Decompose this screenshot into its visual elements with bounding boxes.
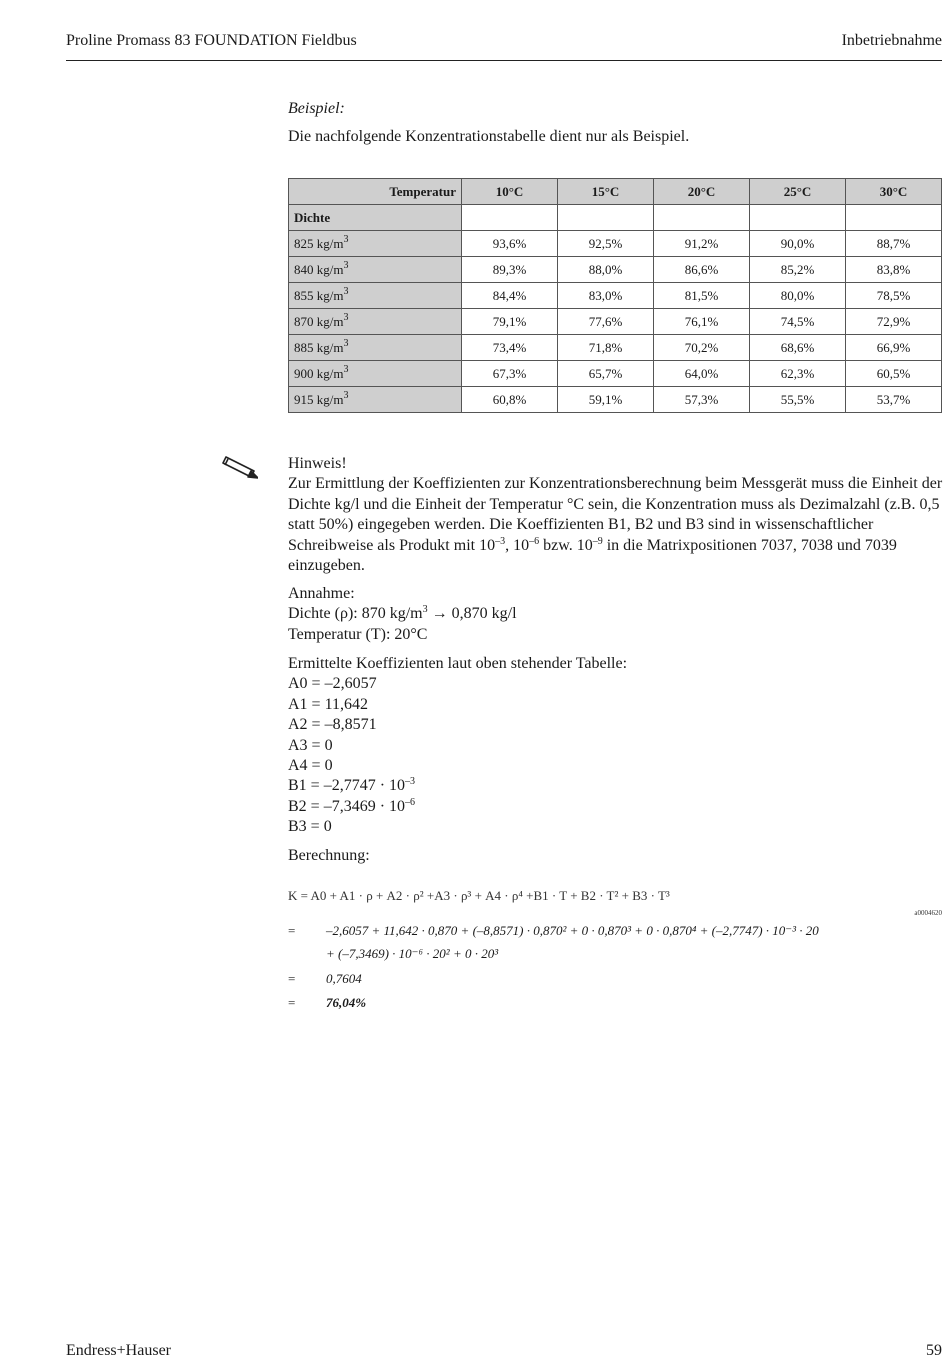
column-header: 30°C (846, 179, 942, 205)
coef-b3: B3 = 0 (288, 818, 332, 836)
concentration-cell: 85,2% (750, 257, 846, 283)
coef-a4: A4 = 0 (288, 757, 333, 775)
empty-cell (462, 205, 558, 231)
table-row (289, 231, 942, 257)
calc-result-decimal: 0,7604 (326, 971, 362, 986)
concentration-cell: 89,3% (462, 257, 558, 283)
coef-a2: A2 = –8,8571 (288, 716, 377, 734)
equals-sign: = (288, 995, 296, 1010)
page-number: 59 (926, 1342, 942, 1359)
header-section: Inbetriebnahme (841, 32, 942, 49)
concentration-cell: 65,7% (558, 361, 654, 387)
assumption-block (288, 584, 943, 645)
empty-cell (558, 205, 654, 231)
coefficients-title: Ermittelte Koeffizienten laut oben stehender Tabelle: (288, 655, 628, 672)
concentration-cell: 57,3% (654, 387, 750, 413)
coef-b1: $B1 = -2,7747 \cdot 10^{-3}$ (288, 776, 416, 795)
density-cell: 825 $kg/m^3$ (289, 231, 462, 257)
calc-line-2: + (–7,3469) · 10⁻⁶ · 20² + 0 · 20³ (326, 946, 499, 961)
figure-id: a0004620 (914, 909, 942, 917)
concentration-cell: 62,3% (750, 361, 846, 387)
concentration-cell: 90,0% (750, 231, 846, 257)
density-header: Dichte (289, 205, 462, 231)
empty-cell (750, 205, 846, 231)
concentration-cell: 81,5% (654, 283, 750, 309)
concentration-table (288, 178, 942, 413)
column-header: 25°C (750, 179, 846, 205)
density-cell: 840 $kg/m^3$ (289, 257, 462, 283)
coef-b2: $B2 = -7,3469 \cdot 10^{-6}$ (288, 796, 416, 815)
concentration-cell: 66,9% (846, 335, 942, 361)
density-cell: 915 $kg/m^3$ (289, 387, 462, 413)
table-row (289, 257, 942, 283)
concentration-cell: 67,3% (462, 361, 558, 387)
example-text: Die nachfolgende Konzentrationstabelle dient nur als Beispiel. (288, 128, 690, 145)
calculation-title: Berechnung: (288, 847, 370, 864)
equals-sign: = (288, 923, 296, 938)
table-row (289, 309, 942, 335)
concentration-cell: 80,0% (750, 283, 846, 309)
concentration-cell: 93,6% (462, 231, 558, 257)
column-header: 20°C (654, 179, 750, 205)
empty-cell (654, 205, 750, 231)
header-rule (66, 60, 942, 61)
calc-result-percent: 76,04% (326, 995, 367, 1010)
concentration-cell: 92,5% (558, 231, 654, 257)
concentration-cell: 91,2% (654, 231, 750, 257)
coefficients-block (288, 654, 943, 838)
note-block (288, 454, 943, 576)
concentration-cell: 73,4% (462, 335, 558, 361)
concentration-cell: 88,0% (558, 257, 654, 283)
table-row (289, 387, 942, 413)
table-row (289, 283, 942, 309)
concentration-cell: 64,0% (654, 361, 750, 387)
coef-a3: A3 = 0 (288, 736, 333, 754)
assumption-density: Dichte (ρ): 870 $kg/m^3 \to 0,870$ kg/l (288, 604, 517, 623)
footer-brand: Endress+Hauser (66, 1342, 171, 1359)
concentration-cell: 60,5% (846, 361, 942, 387)
concentration-cell: 83,8% (846, 257, 942, 283)
pencil-icon (220, 453, 258, 479)
concentration-cell: 77,6% (558, 309, 654, 335)
density-label-row (289, 205, 942, 231)
empty-cell (846, 205, 942, 231)
equals-sign: = (288, 971, 296, 986)
concentration-cell: 55,5% (750, 387, 846, 413)
temperature-header: Temperatur (289, 179, 462, 205)
assumption-title: Annahme: (288, 585, 355, 602)
concentration-cell: 78,5% (846, 283, 942, 309)
coef-a0: A0 = –2,6057 (288, 675, 377, 693)
concentration-cell: 86,6% (654, 257, 750, 283)
calc-line-1: –2,6057 + 11,642 · 0,870 + (–8,8571) · 0,870² + 0 · 0,870³ + 0 · 0,870⁴ + (–2,7747) · 10⁻³ · 20 (326, 923, 819, 938)
concentration-cell: 79,1% (462, 309, 558, 335)
coef-a1: A1 = 11,642 (288, 695, 368, 713)
formula: K = A0 + A1 · ρ + A2 · ρ² +A3 · ρ³ + A4 · ρ⁴ +B1 · T + B2 · T² + B3 · T³ (288, 888, 670, 903)
density-cell: 855 $kg/m^3$ (289, 283, 462, 309)
concentration-cell: 71,8% (558, 335, 654, 361)
concentration-cell: 60,8% (462, 387, 558, 413)
note-title: Hinweis! (288, 455, 347, 472)
column-header: 10°C (462, 179, 558, 205)
concentration-cell: 68,6% (750, 335, 846, 361)
concentration-cell: 84,4% (462, 283, 558, 309)
density-cell: 900 $kg/m^3$ (289, 361, 462, 387)
concentration-cell: 70,2% (654, 335, 750, 361)
table-row (289, 335, 942, 361)
concentration-cell: 59,1% (558, 387, 654, 413)
example-title: Beispiel: (288, 100, 345, 117)
concentration-cell: 74,5% (750, 309, 846, 335)
column-header: 15°C (558, 179, 654, 205)
concentration-cell: 76,1% (654, 309, 750, 335)
concentration-cell: 83,0% (558, 283, 654, 309)
assumption-temperature: Temperatur (T): 20°C (288, 625, 428, 643)
note-text: Zur Ermittlung der Koeffizienten zur Konzentrationsberechnung beim Messgerät muss die Einheit der Dichte kg/l und die Einheit der Temperatur °C sein, die Konzentration muss als Dezimalzahl (z.B. 0,5 statt 50%) eingegeben werden. Die Koeffizienten B1, B2 und B3 sind in wissenschaftlicher Schreibweise als Produkt mit $10^{-3}$, $10^{-6}$ bzw. $10^{-9}$ in die Matrixpositionen 7037, 7038 und 7039 einzugeben. (288, 475, 943, 575)
header-title: Proline Promass 83 FOUNDATION Fieldbus (66, 32, 357, 49)
concentration-cell: 72,9% (846, 309, 942, 335)
density-cell: 870 $kg/m^3$ (289, 309, 462, 335)
table-header-row (289, 179, 942, 205)
table-row (289, 361, 942, 387)
density-cell: 885 $kg/m^3$ (289, 335, 462, 361)
concentration-cell: 53,7% (846, 387, 942, 413)
concentration-cell: 88,7% (846, 231, 942, 257)
